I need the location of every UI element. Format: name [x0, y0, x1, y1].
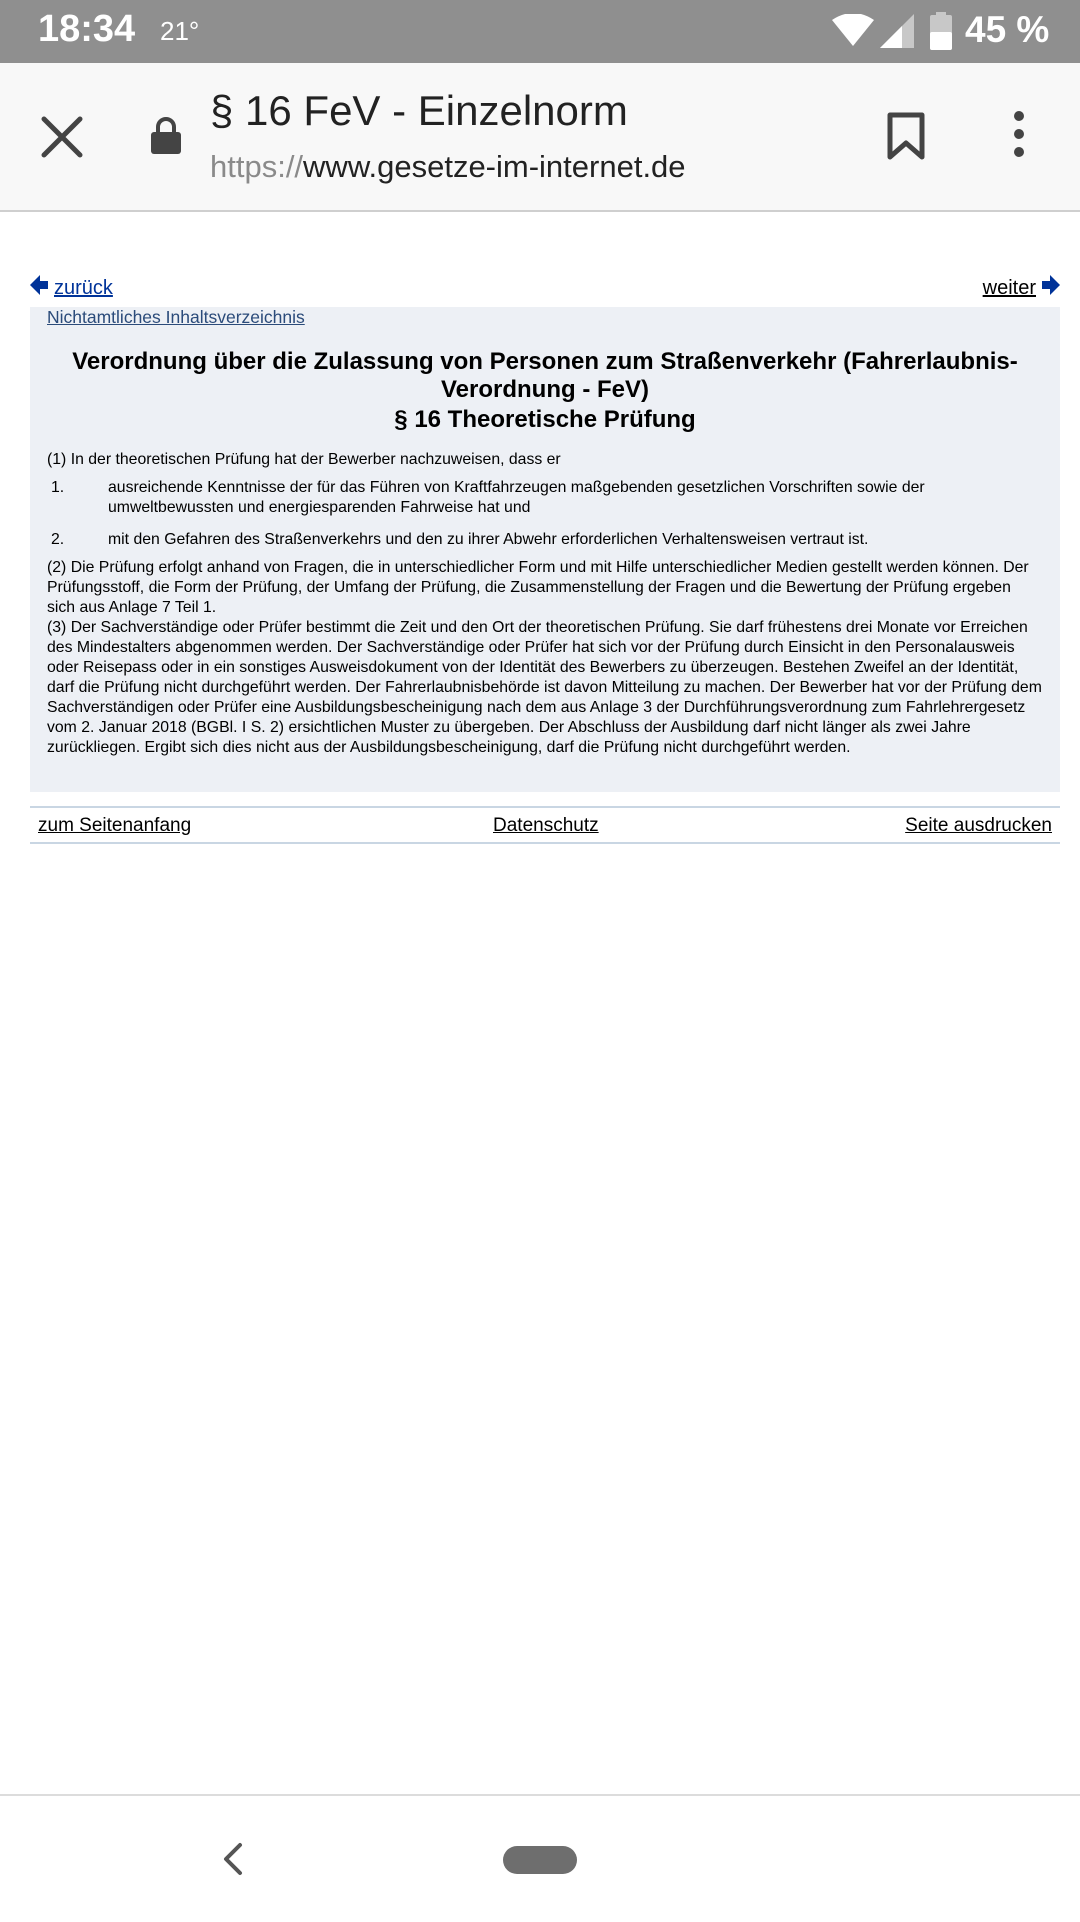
signal-icon — [880, 14, 914, 53]
url-display[interactable] — [210, 149, 686, 185]
system-navigation-bar — [0, 1794, 1080, 1922]
more-vert-icon[interactable] — [1006, 109, 1032, 164]
status-time: 18:34 — [38, 8, 136, 50]
paragraph-2: (2) Die Prüfung erfolgt anhand von Fragen, die in unterschiedlicher Form und mit Hilfe unterschiedlicher Medien gestellt werden können. Der Prüfungsstoff, die Form der Prüfung, der Umfang der Prüfung, die Zusammenstellung der Fragen und die Bewertung der Prüfung ergeben sich aus Anlage 7 Teil 1. — [47, 559, 1029, 616]
close-icon[interactable] — [38, 113, 86, 161]
status-temperature: 21° — [160, 16, 200, 46]
url-scheme: https:// — [210, 149, 304, 184]
print-page-link[interactable]: Seite ausdrucken — [905, 815, 1052, 836]
page-title: § 16 FeV - Einzelnorm — [210, 87, 628, 134]
battery-percentage: 45 % — [965, 9, 1050, 50]
back-to-top-link[interactable]: zum Seitenanfang — [38, 815, 192, 836]
arrow-right-icon[interactable] — [1042, 275, 1060, 301]
back-chevron-icon[interactable] — [218, 1842, 248, 1881]
prev-link[interactable]: zurück — [54, 276, 113, 299]
list-item-text: mit den Gefahren des Straßenverkehrs und den zu ihrer Abwehr erforderlichen Verhaltensweisen vertraut ist. — [108, 531, 869, 548]
privacy-link[interactable]: Datenschutz — [493, 815, 599, 836]
lock-icon[interactable] — [150, 115, 182, 160]
document-navigation — [30, 275, 1060, 305]
list-item — [47, 530, 1043, 550]
home-pill-button[interactable] — [503, 1846, 577, 1874]
nav-next — [983, 275, 1060, 301]
list-item-number: 1. — [51, 479, 65, 496]
footer-links — [30, 806, 1060, 844]
law-content — [30, 307, 1060, 792]
arrow-left-icon[interactable] — [30, 275, 48, 301]
browser-toolbar — [0, 63, 1080, 212]
paragraph-1: (1) In der theoretischen Prüfung hat der Bewerber nachzuweisen, dass er — [47, 451, 561, 468]
list-item — [47, 478, 1043, 518]
bookmark-icon[interactable] — [886, 111, 926, 166]
paragraph-title: § 16 Theoretische Prüfung — [394, 406, 696, 433]
nav-prev — [30, 275, 113, 301]
paragraph-3: (3) Der Sachverständige oder Prüfer bestimmt die Zeit und den Ort der theoretischen Prüfung. Sie darf frühestens drei Monate vor Erreichen des Mindestalters abgenommen werden. Der Sachverständige oder Prüfer hat sich vor der Prüfung durch Einsicht in den Personalausweis oder Reisepass oder in ein sonstiges Ausweisdokument von der Identität des Bewerbers zu überzeugen. Bestehen Zweifel an der Identität, darf die Prüfung nicht durchgeführt werden. Der Fahrerlaubnisbehörde ist davon Mitteilung zu machen. Der Bewerber hat vor der Prüfung dem Sachverständigen oder Prüfer eine Ausbildungsbescheinigung nach dem aus Anlage 3 der Durchführungsverordnung zum Fahrlehrergesetz vom 2. Januar 2018 (BGBl. I S. 2) ersichtlichen Muster zu übergeben. Der Abschluss der Ausbildung darf nicht länger als zwei Jahre zurückliegen. Ergibt sich dies nicht aus der Ausbildungsbescheinigung, darf die Prüfung nicht durchgeführt werden. — [47, 619, 1042, 756]
next-link[interactable]: weiter — [982, 276, 1036, 299]
url-host: www.gesetze-im-internet.de — [303, 149, 686, 184]
list-item-number: 2. — [51, 531, 65, 548]
toc-link[interactable]: Nichtamtliches Inhaltsverzeichnis — [47, 307, 305, 327]
battery-icon — [930, 12, 952, 55]
law-title: Verordnung über die Zulassung von Personen zum Straßenverkehr (Fahrerlaubnis-Verordnung - FeV) — [72, 348, 1018, 403]
status-bar — [0, 0, 1080, 63]
list-item-text: ausreichende Kenntnisse der für das Führen von Kraftfahrzeugen maßgebenden gesetzlichen Vorschriften sowie der umweltbewussten und energiesparenden Fahrweise hat und — [108, 479, 925, 516]
wifi-icon — [832, 14, 874, 51]
